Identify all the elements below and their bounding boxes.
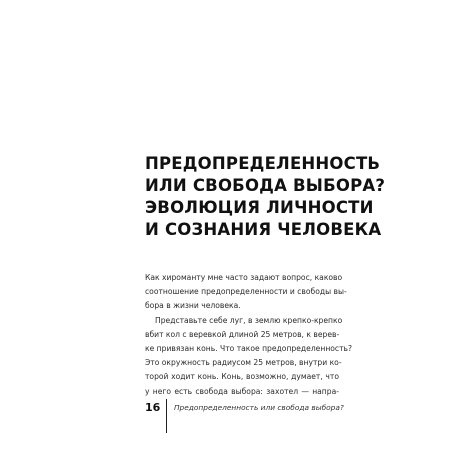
body-line: Представьте себе луг, в землю крепко-крепко bbox=[155, 315, 343, 325]
chapter-title-line: ИЛИ СВОБОДА ВЫБОРА? bbox=[145, 176, 386, 195]
body-line: бора в жизни человека. bbox=[145, 301, 241, 311]
chapter-title-line: ПРЕДОПРЕДЕЛЕННОСТЬ bbox=[145, 154, 381, 173]
body-text bbox=[145, 271, 353, 399]
body-line: соотношение предопределенности и свободы вы- bbox=[145, 287, 347, 297]
chapter-title-line: ЭВОЛЮЦИЯ ЛИЧНОСТИ bbox=[145, 198, 374, 217]
chapter-title-line: И СОЗНАНИЯ ЧЕЛОВЕКА bbox=[145, 220, 382, 239]
body-line: Как хироманту мне часто задают вопрос, каково bbox=[145, 273, 343, 282]
body-line: торой ходит конь. Конь, возможно, думает, что bbox=[145, 372, 339, 382]
body-line: вбит кол с веревкой длиной 25 метров, к верев- bbox=[145, 329, 340, 339]
chapter-title bbox=[145, 153, 435, 241]
running-head: Предопределенность или свобода выбора? bbox=[174, 403, 344, 412]
body-line: у него есть свобода выбора: захотел — напра- bbox=[145, 386, 339, 396]
page-number: 16 bbox=[145, 401, 161, 414]
footer-divider bbox=[166, 399, 167, 433]
body-line: Это окружность радиусом 25 метров, внутри ко- bbox=[145, 358, 342, 368]
body-line: ке привязан конь. Что такое предопределенность? bbox=[145, 344, 353, 354]
